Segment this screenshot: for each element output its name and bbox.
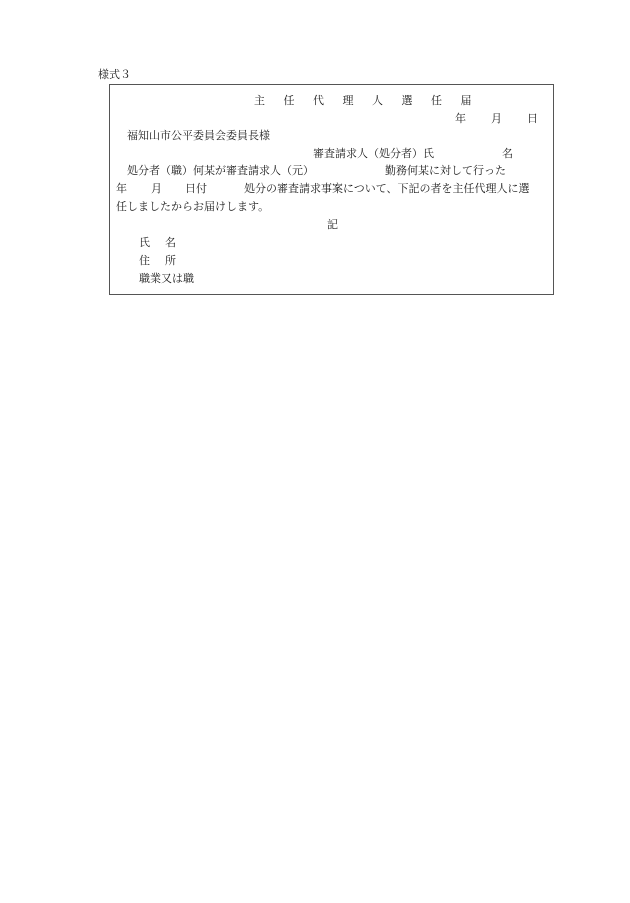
body-line-1a: 処分者（職）何某が審査請求人（元）: [127, 164, 314, 177]
body-line-2-text: 処分の審査請求事案について、下記の者を主任代理人に選: [244, 182, 530, 195]
requester-name-suffix: 名: [502, 147, 513, 160]
date-month: 月: [491, 112, 502, 125]
form-label: 様式３: [98, 68, 131, 81]
field-occupation-label: 職業又は職: [139, 272, 194, 285]
body-line-1b: 勤務何某に対して行った: [385, 164, 506, 177]
body-line-2-day: 日付: [185, 182, 207, 195]
body-line-3: 任しましたからお届けします。: [116, 200, 270, 213]
requester-label: 審査請求人（処分者）氏: [313, 147, 434, 160]
date-day: 日: [527, 112, 538, 125]
addressee: 福知山市公平委員会委員長様: [127, 129, 270, 142]
form-title: 主 任 代 理 人 選 任 届: [254, 94, 479, 107]
body-line-2-month: 月: [151, 182, 162, 195]
date-year: 年: [455, 112, 466, 125]
body-line-2-year: 年: [116, 182, 127, 195]
field-name-label: 氏 名: [139, 236, 178, 249]
field-address-label: 住 所: [139, 254, 178, 267]
ki-label: 記: [327, 218, 338, 231]
